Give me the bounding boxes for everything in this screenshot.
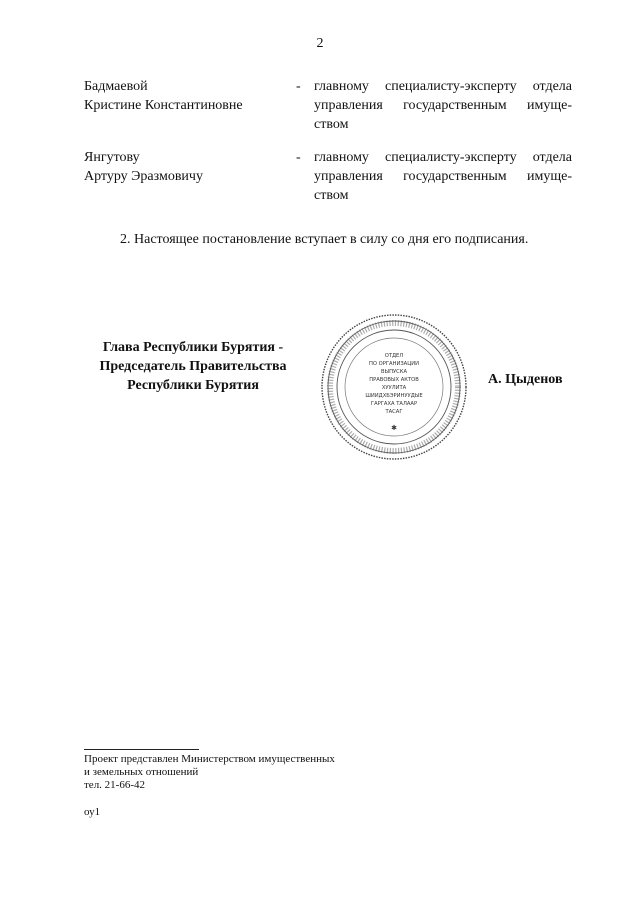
appointee-name: Янгутову Артуру Эразмовичу [84,150,203,184]
seal-line: ХУУЛИТА [381,385,407,391]
seal-line: ОТДЕЛ [384,353,404,359]
seal-line: ШИИДХБЭРИНУУДЫЕ [365,393,423,399]
appointee-name: Бадмаевой Кристине Константиновне [84,79,243,113]
document-code: оу1 [84,806,101,818]
signatory-title: Глава Республики Бурятия - Председатель Правительства Республики Бурятия [99,340,287,393]
seal-star-icon: ✱ [391,424,397,432]
entry-dash: - [296,150,301,165]
official-seal [319,312,469,462]
seal-line: ТАСАГ [385,409,403,415]
appointee-role: главному специалисту-эксперту отдела управления государственным имуще- ством [314,79,572,132]
seal-line: ГАРГАХА ТАЛААР [370,401,418,407]
seal-line: ВЫПУСКА [380,369,408,375]
entry-dash: - [296,79,301,94]
page-number: 2 [316,36,324,51]
seal-line: ПО ОРГАНИЗАЦИИ [368,361,420,367]
footnote: Проект представлен Министерством имущественных и земельных отношений тел. 21-66-42 [84,753,335,791]
signatory-name: А. Цыденов [488,372,563,387]
footnote-rule [84,749,199,750]
appointee-role: главному специалисту-эксперту отдела управления государственным имуще- ством [314,150,572,203]
effective-clause: 2. Настоящее постановление вступает в силу со дня его подписания. [120,232,529,247]
seal-line: ПРАВОВЫХ АКТОВ [369,377,419,383]
